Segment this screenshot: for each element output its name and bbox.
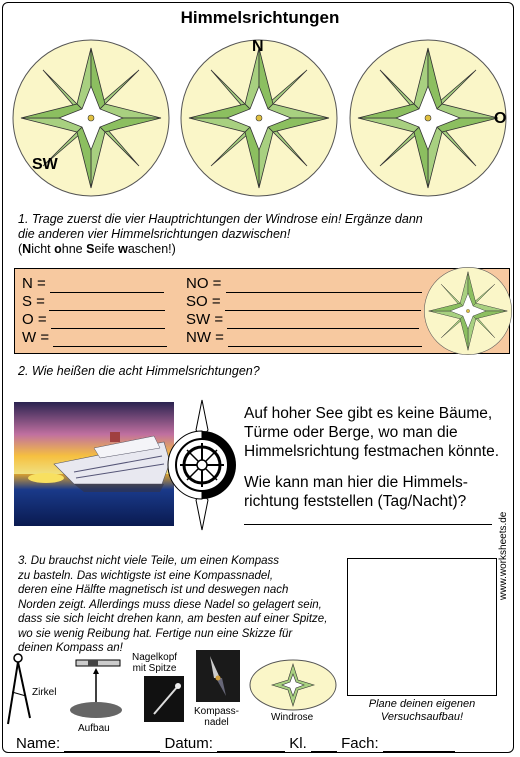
- nagelkopf-image: [144, 676, 184, 722]
- task1-line2: die anderen vier Himmelsrichtungen dazwischen!: [18, 227, 291, 241]
- task2-paragraph1: Auf hoher See gibt es keine Bäume, Türme oder Berge, wo man die Himmelsrichtung festmachen könnte.: [244, 405, 500, 460]
- task3-text: 3. Du brauchst nicht viele Teile, um einen Kompass zu basteln. Das wichtigste ist eine Kompassnadel, deren eine Hälfte magnetisch ist und deswegen nach Norden zeigt. Allerdings muss diese Nadel so gelagert sein, dass sie sich leicht drehen kann, am besten auf einer Spitze, wo sie wenig Reibung hat. Fertige nun eine Skizze für deinen Kompass an!: [18, 555, 328, 654]
- task2-answer-line[interactable]: [244, 524, 492, 525]
- footer: [16, 735, 455, 752]
- compass-rose-2: [181, 40, 337, 196]
- compass-label-sw: SW: [32, 156, 58, 173]
- datum-line[interactable]: [217, 737, 285, 752]
- klasse-line[interactable]: [311, 737, 337, 752]
- fill-row-no: NO =: [186, 275, 422, 293]
- footer-kl-label: Kl.: [289, 735, 307, 752]
- answer-line-nw[interactable]: [228, 332, 422, 347]
- name-line[interactable]: [64, 737, 160, 752]
- label-windrose: Windrose: [271, 712, 314, 723]
- ship-at-sunset-image: [14, 402, 174, 526]
- sketch-box[interactable]: [347, 558, 497, 696]
- answer-line-no[interactable]: [226, 278, 422, 293]
- label-zirkel: Zirkel: [32, 687, 57, 698]
- fill-right-column: [186, 275, 422, 347]
- task1-mnemonic: (Nicht ohne Seife waschen!): [18, 242, 176, 256]
- compass-label-o: O: [494, 110, 507, 127]
- aufbau-icon: [66, 656, 128, 722]
- windrose-image: [248, 658, 338, 712]
- answer-line-so[interactable]: [225, 296, 421, 311]
- task1-line1: 1. Trage zuerst die vier Hauptrichtungen der Windrose ein! Ergänze dann: [18, 212, 423, 226]
- footer-name-label: Name:: [16, 735, 61, 752]
- fill-row-nw: NW =: [186, 329, 422, 347]
- fill-row-s: S =: [22, 293, 167, 311]
- task2-question: 2. Wie heißen die acht Himmelsrichtungen?: [18, 364, 260, 378]
- compass-rose-3: [350, 40, 506, 196]
- answer-line-s[interactable]: [49, 296, 165, 311]
- page-title: Himmelsrichtungen: [180, 8, 340, 27]
- answer-line-sw[interactable]: [227, 314, 419, 329]
- fill-row-so: SO =: [186, 293, 422, 311]
- answer-line-w[interactable]: [53, 332, 167, 347]
- sketch-caption: Plane deinen eigenen Versuchsaufbau!: [368, 698, 476, 723]
- answer-line-o[interactable]: [51, 314, 165, 329]
- fill-row-n: N =: [22, 275, 167, 293]
- compass-dial-image: [164, 398, 240, 532]
- fill-row-o: O =: [22, 311, 167, 329]
- task2-paragraph2: Wie kann man hier die Himmels- richtung feststellen (Tag/Nacht)?: [244, 474, 468, 510]
- fach-line[interactable]: [383, 737, 455, 752]
- kompassnadel-image: [196, 650, 240, 702]
- fill-row-sw: SW =: [186, 311, 422, 329]
- label-kompassnadel: Kompass- nadel: [194, 706, 240, 728]
- label-aufbau: Aufbau: [78, 723, 110, 734]
- compass-label-n: N: [252, 38, 264, 55]
- answer-line-n[interactable]: [50, 278, 164, 293]
- footer-fach-label: Fach:: [341, 735, 379, 752]
- fill-row-w: W =: [22, 329, 167, 347]
- fill-left-column: [22, 275, 167, 347]
- small-compass-rose: [422, 266, 514, 356]
- watermark: www.worksheets.de: [498, 511, 509, 600]
- label-nagelkopf: Nagelkopf mit Spitze: [132, 652, 178, 674]
- footer-datum-label: Datum:: [164, 735, 213, 752]
